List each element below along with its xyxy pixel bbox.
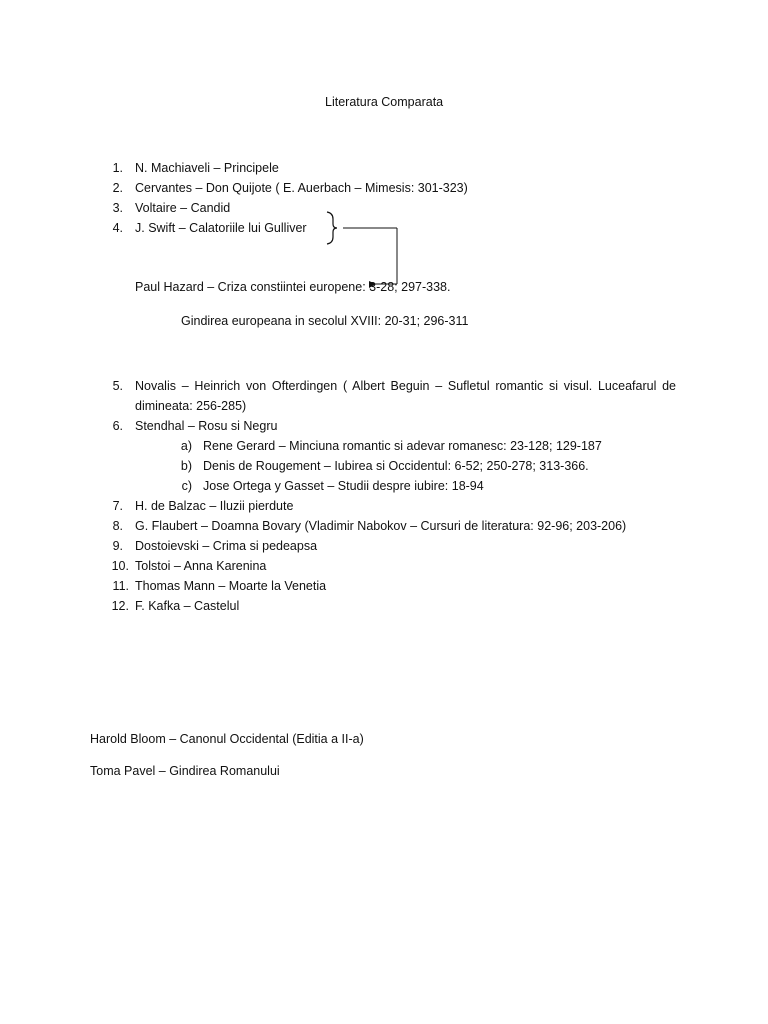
list-number: 3. xyxy=(112,201,123,215)
sub-list-text: Rene Gerard – Minciuna romantic si adevar romanesc: 23-128; 129-187 xyxy=(203,439,602,453)
list-number: 6. xyxy=(112,419,123,433)
sub-list-letter: a) xyxy=(180,439,192,453)
list-text: N. Machiaveli – Principele xyxy=(135,161,279,175)
list-number: 12. xyxy=(111,599,129,613)
list-text: G. Flaubert – Doamna Bovary (Vladimir Nabokov – Cursuri de literatura: 92-96; 203-206) xyxy=(135,519,627,533)
hazard-reference: Paul Hazard – Criza constiintei europene: 3-28; 297-338. xyxy=(135,280,451,294)
list-text: Tolstoi – Anna Karenina xyxy=(135,559,267,573)
list-text: Stendhal – Rosu si Negru xyxy=(135,419,278,433)
list-text: Voltaire – Candid xyxy=(135,201,231,215)
list-number: 1. xyxy=(112,161,123,175)
list-text: H. de Balzac – Iluzii pierdute xyxy=(135,499,294,513)
document-title: Literatura Comparata xyxy=(325,95,444,109)
list-number: 5. xyxy=(112,379,123,393)
list-text: Dostoievski – Crima si pedeapsa xyxy=(135,539,318,553)
sub-list-letter: b) xyxy=(180,459,192,473)
sub-list-text: Denis de Rougement – Iubirea si Occidentul: 6-52; 250-278; 313-366. xyxy=(203,459,589,473)
list-number: 9. xyxy=(112,539,123,553)
sub-list-letter: c) xyxy=(181,479,192,493)
list-text: F. Kafka – Castelul xyxy=(135,599,240,613)
hazard-reference: Gindirea europeana in secolul XVIII: 20-31; 296-311 xyxy=(181,314,469,328)
list-number: 8. xyxy=(112,519,123,533)
list-text: Thomas Mann – Moarte la Venetia xyxy=(135,579,327,593)
sub-list-text: Jose Ortega y Gasset – Studii despre iubire: 18-94 xyxy=(203,479,484,493)
list-number: 2. xyxy=(112,181,123,195)
list-text: Novalis – Heinrich von Ofterdingen ( Albert Beguin – Sufletul romantic si visul. Luceafarul de dimineata: 256-285) xyxy=(135,379,676,413)
footer-reference: Toma Pavel – Gindirea Romanului xyxy=(90,764,280,778)
list-number: 10. xyxy=(111,559,129,573)
list-number: 11. xyxy=(112,579,129,593)
list-number: 7. xyxy=(112,499,123,513)
list-text: Cervantes – Don Quijote ( E. Auerbach – Mimesis: 301-323) xyxy=(135,181,468,195)
list-text: J. Swift – Calatoriile lui Gulliver xyxy=(135,221,307,235)
list-number: 4. xyxy=(112,221,123,235)
footer-reference: Harold Bloom – Canonul Occidental (Editia a II-a) xyxy=(90,732,364,746)
